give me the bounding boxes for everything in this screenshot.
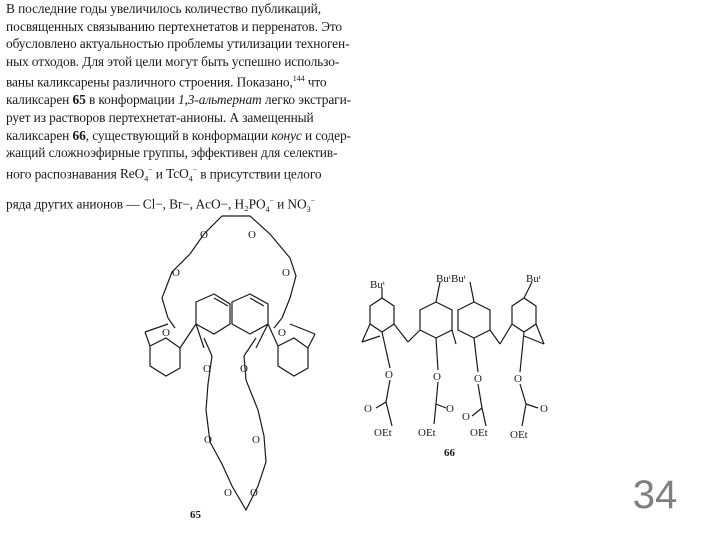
paragraph-line-5 bbox=[6, 70, 408, 91]
svg-text:O: O bbox=[514, 373, 522, 385]
svg-text:O: O bbox=[200, 229, 208, 241]
svg-text:O: O bbox=[282, 267, 290, 279]
line6-mid: в конформации bbox=[85, 92, 178, 108]
svg-text:O: O bbox=[364, 403, 372, 415]
ion-reo4: ReO$_4$− bbox=[119, 165, 153, 184]
compound-66-number: 66 bbox=[444, 447, 455, 459]
svg-text:OEt: OEt bbox=[510, 429, 528, 441]
line5-text: ваны каликсарены различного строения. Показано, bbox=[6, 74, 293, 90]
paragraph-line-2: посвященных связыванию пертехнетатов и перренатов. Это bbox=[6, 18, 343, 34]
paragraph-line-1: В последние годы увеличилось количество публикаций, bbox=[6, 1, 321, 16]
compound-65-oxygen-labels bbox=[162, 229, 290, 521]
svg-text:O: O bbox=[162, 327, 170, 339]
svg-text:BuᵗBuᵗ: BuᵗBuᵗ bbox=[436, 273, 466, 285]
svg-text:O: O bbox=[540, 403, 548, 415]
svg-text:O: O bbox=[250, 487, 258, 499]
svg-text:OEt: OEt bbox=[418, 427, 436, 439]
paragraph-line-9: жащий сложноэфирные группы, эффективен для селектив- bbox=[6, 145, 338, 161]
cone-italic: конус bbox=[271, 127, 302, 143]
svg-text:O: O bbox=[204, 434, 212, 446]
svg-text:OEt: OEt bbox=[470, 427, 488, 439]
paragraph-line-4: ных отходов. Для этой цели могут быть успешно использо- bbox=[6, 53, 340, 69]
svg-text:O: O bbox=[203, 363, 211, 375]
chemical-structures-figure bbox=[0, 196, 600, 536]
svg-text:OEt: OEt bbox=[374, 427, 392, 439]
paragraph-line-6 bbox=[6, 91, 408, 109]
svg-text:O: O bbox=[474, 373, 482, 385]
line8-mid: , существующий в конформации bbox=[85, 127, 272, 143]
line11-text: ряда других анионов — bbox=[6, 196, 140, 212]
svg-text:O: O bbox=[252, 434, 260, 446]
structures-svg bbox=[0, 196, 600, 536]
line8-text: каликсарен bbox=[6, 127, 70, 143]
ion-tco4: TcO$_4$− bbox=[166, 165, 197, 184]
line5-tail: что bbox=[304, 74, 327, 90]
paragraph-line-7: рует из растворов пертехнетат-анионы. А замещенный bbox=[6, 110, 314, 126]
paragraph-line-10: ного распознавания ReO$_4$− и TcO$_4$− в присутствии целого bbox=[6, 165, 322, 184]
conformation-italic: 1,3-альтернат bbox=[177, 92, 262, 108]
svg-text:O: O bbox=[224, 487, 232, 499]
svg-text:O: O bbox=[172, 267, 180, 279]
line10-text: ного распознавания bbox=[6, 166, 117, 182]
line6-tail: легко экстраги- bbox=[261, 92, 351, 108]
line6-text: каликсарен bbox=[6, 92, 70, 108]
line8-tail: и содер- bbox=[301, 127, 351, 143]
paragraph-line-3: обусловлено актуальностью проблемы утилизации техноген- bbox=[6, 36, 350, 52]
svg-text:Buᵗ: Buᵗ bbox=[526, 273, 541, 285]
svg-text:O: O bbox=[278, 327, 286, 339]
svg-text:O: O bbox=[385, 369, 393, 381]
svg-text:O: O bbox=[433, 371, 441, 383]
compound-65-number: 65 bbox=[190, 509, 201, 521]
compound-ref-66: 66 bbox=[72, 127, 86, 143]
body-paragraph bbox=[6, 0, 408, 218]
anion-list: Cl−, Br−, AcO−, H₂PO bbox=[139, 196, 266, 212]
svg-text:Buᵗ: Buᵗ bbox=[370, 279, 385, 291]
svg-text:O: O bbox=[240, 363, 248, 375]
compound-65-structure bbox=[145, 216, 315, 510]
slide-number: 34 bbox=[632, 473, 678, 517]
svg-text:O: O bbox=[248, 229, 256, 241]
line10-tail: в присутствии целого bbox=[196, 166, 322, 182]
svg-text:O: O bbox=[462, 411, 470, 423]
svg-text:O: O bbox=[446, 403, 454, 415]
paragraph-line-11: ряда других анионов — Cl−, Br−, AcO−, $H_2PO_4^-$ и $NO_3^-$ bbox=[6, 195, 315, 214]
compound-ref-65: 65 bbox=[72, 92, 86, 108]
paragraph-line-8 bbox=[6, 127, 408, 145]
citation-superscript: 144 bbox=[292, 74, 305, 84]
